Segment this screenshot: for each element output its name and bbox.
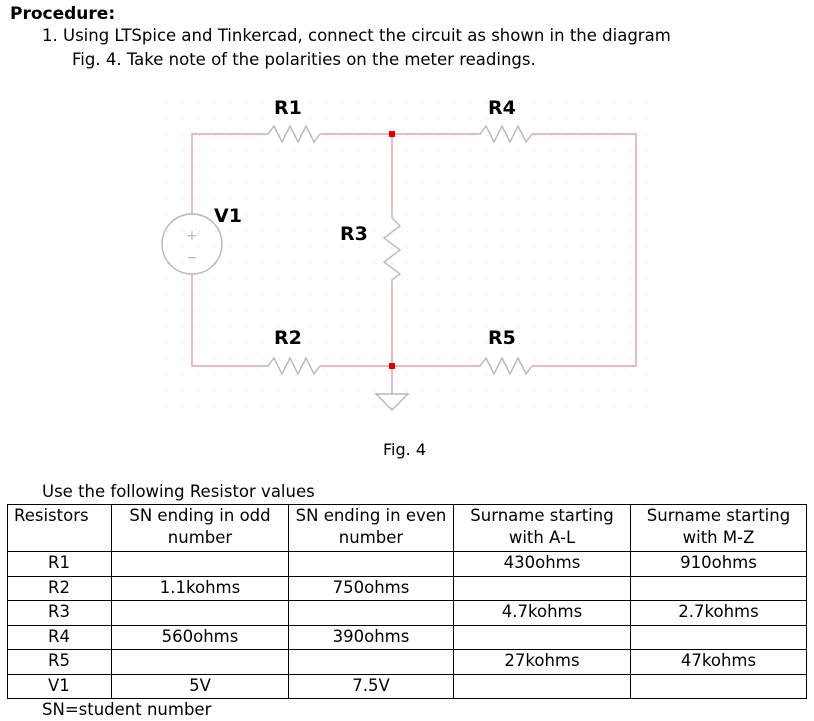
header-resistors: Resistors (8, 505, 112, 552)
procedure-step-1-continued: Fig. 4. Take note of the polarities on the meter readings. (72, 50, 536, 69)
row-name: R3 (8, 601, 112, 626)
cell-a-l: 4.7kohms (454, 601, 631, 626)
cell-odd (112, 650, 289, 675)
v1-minus-sign: − (186, 250, 198, 266)
figure-caption: Fig. 4 (383, 440, 426, 459)
cell-even (289, 650, 454, 675)
cell-odd: 1.1kohms (112, 576, 289, 601)
v1-label: V1 (214, 205, 242, 227)
r5-label: R5 (488, 327, 516, 349)
table-row (8, 674, 807, 699)
cell-a-l (454, 674, 631, 699)
cell-m-z: 2.7kohms (631, 601, 807, 626)
row-name: R2 (8, 576, 112, 601)
r1-label: R1 (274, 97, 302, 119)
procedure-heading: Procedure: (10, 4, 116, 24)
cell-even: 390ohms (289, 625, 454, 650)
table-row (8, 576, 807, 601)
cell-m-z: 47kohms (631, 650, 807, 675)
table-row (8, 601, 807, 626)
row-name: R1 (8, 552, 112, 577)
r3-label: R3 (340, 223, 368, 245)
header-sn-odd: SN ending in odd number (112, 505, 289, 552)
cell-a-l (454, 576, 631, 601)
cell-even: 7.5V (289, 674, 454, 699)
cell-odd: 5V (112, 674, 289, 699)
row-name: R5 (8, 650, 112, 675)
cell-odd (112, 601, 289, 626)
table-row (8, 625, 807, 650)
table-row (8, 552, 807, 577)
cell-even: 750ohms (289, 576, 454, 601)
cell-a-l (454, 625, 631, 650)
r2-label: R2 (274, 327, 302, 349)
resistor-values-table (7, 504, 807, 699)
v1-plus-sign: + (186, 228, 198, 244)
table-row (8, 650, 807, 675)
header-surname-m-z: Surname starting with M-Z (631, 505, 807, 552)
node-marker-top (389, 131, 395, 137)
cell-odd (112, 552, 289, 577)
cell-m-z (631, 674, 807, 699)
table-header-row (8, 505, 807, 552)
schematic-grid (160, 100, 660, 415)
row-name: V1 (8, 674, 112, 699)
cell-m-z (631, 576, 807, 601)
cell-a-l: 430ohms (454, 552, 631, 577)
cell-even (289, 552, 454, 577)
cell-m-z (631, 625, 807, 650)
r4-label: R4 (488, 97, 516, 119)
procedure-step-1: 1. Using LTSpice and Tinkercad, connect the circuit as shown in the diagram (42, 26, 671, 45)
header-sn-even: SN ending in even number (289, 505, 454, 552)
resistor-values-intro: Use the following Resistor values (42, 482, 315, 501)
cell-a-l: 27kohms (454, 650, 631, 675)
header-surname-a-l: Surname starting with A-L (454, 505, 631, 552)
footnote: SN=student number (42, 700, 212, 719)
cell-even (289, 601, 454, 626)
node-marker-bottom (389, 363, 395, 369)
cell-m-z: 910ohms (631, 552, 807, 577)
cell-odd: 560ohms (112, 625, 289, 650)
row-name: R4 (8, 625, 112, 650)
